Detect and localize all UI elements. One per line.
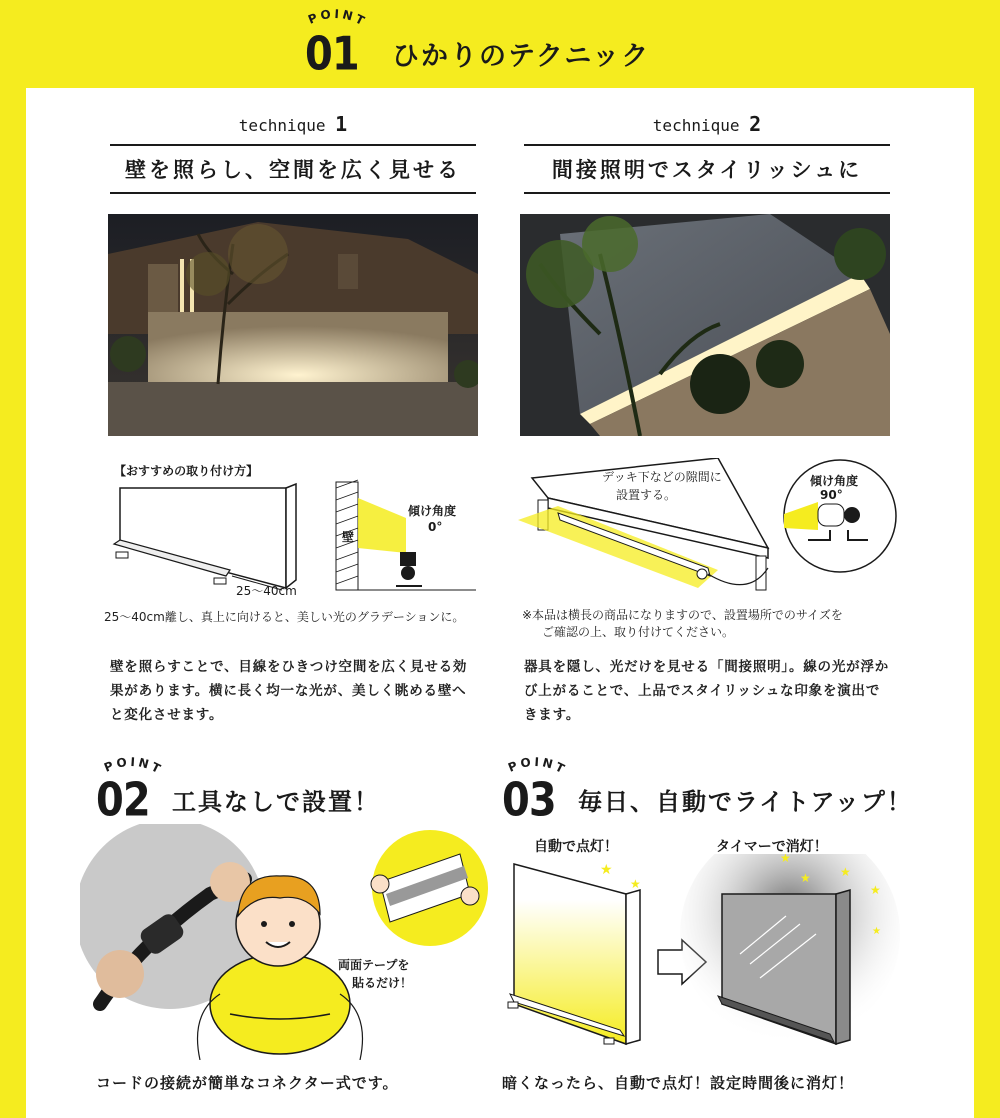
label-auto-on: 自動で点灯！ (534, 839, 618, 855)
technique-1-label (110, 112, 476, 136)
svg-text:POINT: POINT (506, 754, 570, 778)
point-01-header (0, 0, 1000, 88)
technique-2-label (524, 112, 890, 136)
technique-1-diagram (106, 478, 490, 600)
point-03-number: 03 (502, 774, 556, 827)
tape-label-line2: 貼るだけ！ (352, 976, 413, 990)
svg-text:★: ★ (630, 877, 641, 891)
technique-2-photo (520, 214, 890, 436)
svg-text:★: ★ (800, 871, 811, 885)
point-03-caption: 暗くなったら、自動で点灯！設定時間後に消灯！ (502, 1074, 855, 1092)
svg-text:★: ★ (600, 862, 613, 878)
point-02-caption: コードの接続が簡単なコネクター式です。 (96, 1074, 399, 1092)
point-number: 01 (305, 28, 359, 81)
svg-text:★: ★ (840, 865, 851, 879)
svg-text:★: ★ (872, 926, 881, 937)
technique-1-section (110, 112, 476, 194)
technique-2-section (524, 112, 890, 194)
technique-2-note-line1: ※本品は横長の商品になりますので、設置場所でのサイズを (522, 608, 843, 622)
technique-word: technique (652, 116, 740, 135)
point-03-title: 毎日、自動でライトアップ！ (578, 788, 913, 816)
technique-1-title: 壁を照らし、空間を広く見せる (110, 144, 476, 194)
mounting-heading: 【おすすめの取り付け方】 (114, 464, 259, 478)
technique-1-photo (108, 214, 478, 436)
technique-1-note: 25〜40cm離し、真上に向けると、美しい光のグラデーションに。 (104, 610, 465, 624)
svg-text:POINT: POINT (102, 754, 166, 778)
svg-text:POINT: POINT (306, 6, 370, 30)
deck-label-line2: 設置する。 (616, 488, 677, 502)
distance-label: 25〜40cm (236, 584, 297, 598)
technique-2-title: 間接照明でスタイリッシュに (524, 144, 890, 194)
angle-label-90: 傾け角度 (810, 474, 859, 488)
angle-value-90: 90° (820, 488, 843, 502)
technique-1-body: 壁を照らすことで、目線をひきつけ空間を広く見せる効果があります。横に長く均一な光が、美しく眺める壁へと変化させます。 (110, 659, 468, 723)
label-timer-off: タイマーで消灯！ (716, 839, 828, 855)
technique-number: 2 (749, 112, 762, 136)
svg-text:★: ★ (870, 883, 881, 897)
point-02-number: 02 (96, 774, 150, 827)
deck-label-line1: デッキ下などの隙間に (602, 470, 722, 484)
page-title: ひかりのテクニック (392, 41, 651, 72)
tape-label-line1: 両面テープを (338, 958, 410, 972)
angle-label-0: 傾け角度 (408, 504, 457, 518)
technique-2-body: 器具を隠し、光だけを見せる「間接照明」。線の光が浮かび上がることで、上品でスタイリッシュな印象を演出できます。 (524, 659, 890, 723)
point-02-title: 工具なしで設置！ (172, 788, 380, 816)
technique-number: 1 (335, 112, 348, 136)
wall-label: 壁 (342, 530, 355, 544)
point-03-illustration (500, 854, 900, 1062)
point-02-illustration (80, 824, 490, 1060)
technique-word: technique (238, 116, 326, 135)
svg-text:★: ★ (780, 854, 791, 865)
technique-2-note-line2: ご確認の上、取り付けてください。 (542, 625, 735, 639)
angle-value-0: 0° (428, 520, 443, 534)
